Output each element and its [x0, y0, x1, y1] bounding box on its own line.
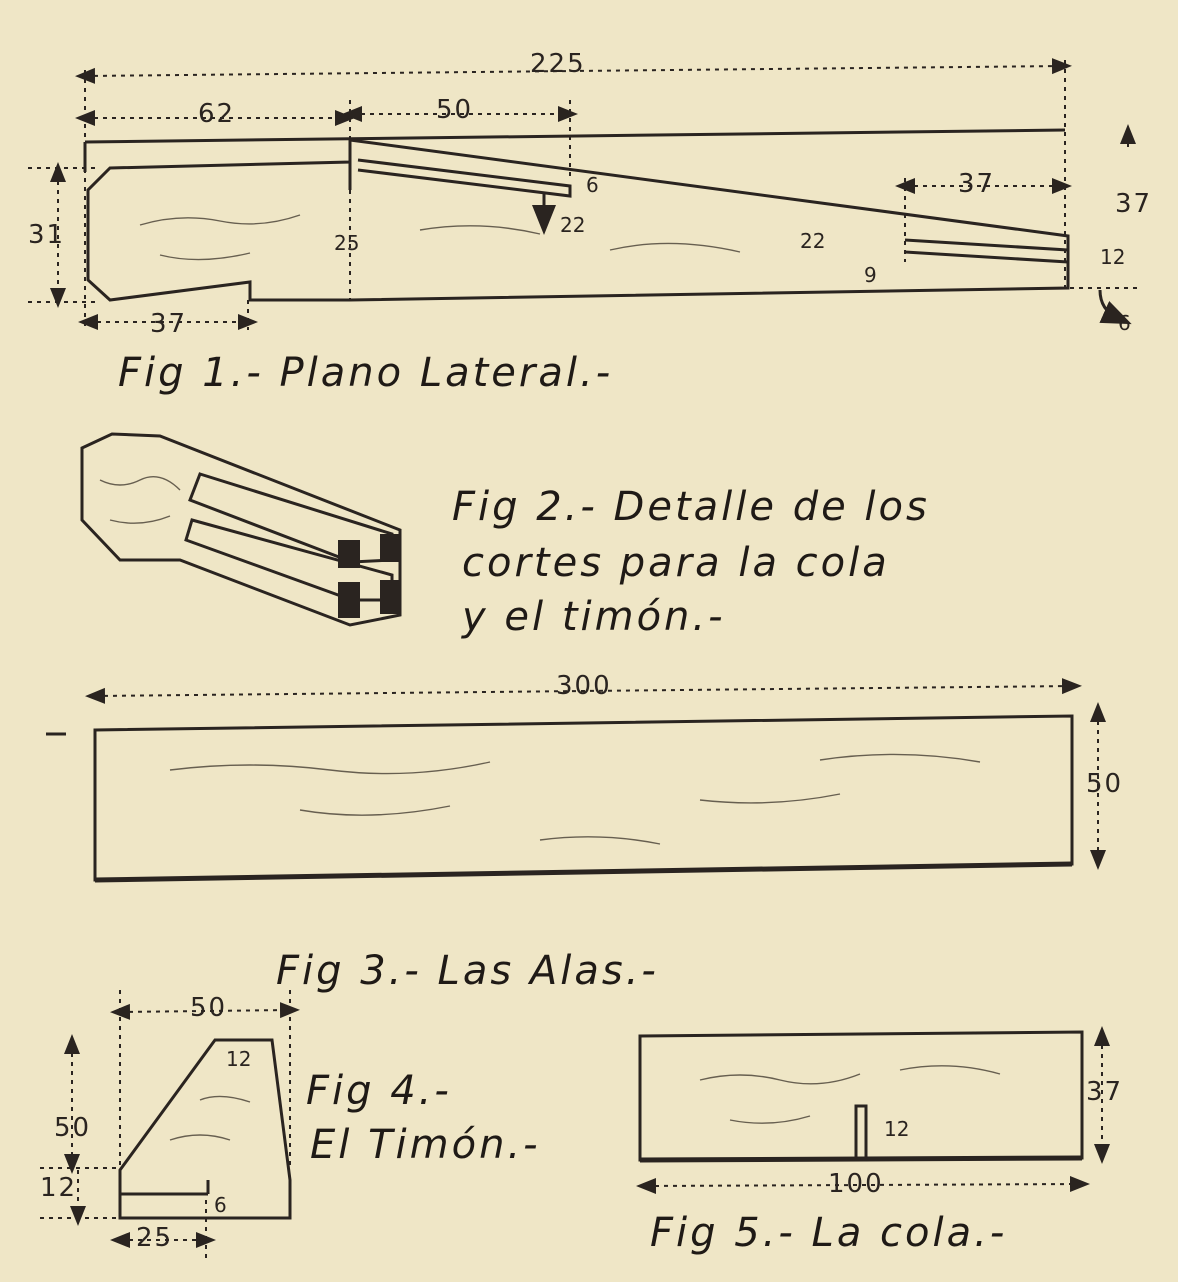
fig1-dim-rearbottom: 6 [1118, 311, 1131, 335]
fig5-dim-slot: 12 [884, 1117, 910, 1141]
fig1-dim-rear-len: 37 [958, 169, 996, 199]
fig4-caption [306, 1068, 541, 1168]
fig1-dim-slotw: 6 [586, 173, 599, 197]
fig1-dim-height: 31 [28, 220, 66, 250]
fig1-dim-rear-h: 37 [1115, 189, 1153, 219]
fig1-dim-tailpos: 22 [800, 229, 826, 253]
fig5-tail-board [640, 1032, 1082, 1160]
fig3-dim-length: 300 [556, 671, 612, 701]
fig4-dim-baselen: 25 [136, 1223, 174, 1253]
fig4-caption-line1: Fig 4.- [306, 1068, 452, 1114]
fig1-dim-slot: 50 [436, 95, 474, 125]
fig1-dim-slotpos: 22 [560, 213, 586, 237]
fig2-caption-line1: Fig 2.- Detalle de los [452, 484, 930, 530]
fig5-caption: Fig 5.- La cola.- [650, 1210, 1008, 1256]
fig1-dim-tailcut: 9 [864, 263, 877, 287]
fig1-dim-total: 225 [530, 49, 586, 79]
fig2-caption-line2: cortes para la cola [462, 540, 890, 586]
fig3-wings [46, 671, 1123, 994]
fig5-dim-length: 100 [828, 1169, 884, 1199]
fig1-side-plan [28, 49, 1152, 396]
fig5-tail [640, 1032, 1123, 1256]
fig2-detail [82, 434, 946, 640]
fig2-caption-line3: y el timón.- [462, 594, 726, 640]
fig4-dim-topsmall: 12 [226, 1047, 252, 1071]
fig4-dim-top: 50 [190, 993, 228, 1023]
fig3-dim-width: 50 [1086, 769, 1124, 799]
fig3-wing-board [95, 716, 1072, 880]
fig4-dim-baseh: 12 [40, 1173, 78, 1203]
fig3-caption: Fig 3.- Las Alas.- [276, 948, 659, 994]
fig2-caption [452, 484, 946, 640]
fig4-dim-height: 50 [54, 1113, 92, 1143]
fig4-rudder [40, 990, 541, 1260]
fig4-caption-line2: El Timón.- [310, 1122, 541, 1168]
fig1-dim-mid: 25 [334, 231, 360, 255]
fig1-dim-bottom: 37 [150, 309, 188, 339]
fig1-dim-front: 62 [198, 99, 236, 129]
fig4-rudder-shape [120, 1040, 290, 1218]
fig1-caption: Fig 1.- Plano Lateral.- [118, 350, 614, 396]
fig5-dim-width: 37 [1086, 1077, 1124, 1107]
fig1-dim-reartop: 12 [1100, 245, 1126, 269]
fig4-dim-notch: 6 [214, 1193, 227, 1217]
